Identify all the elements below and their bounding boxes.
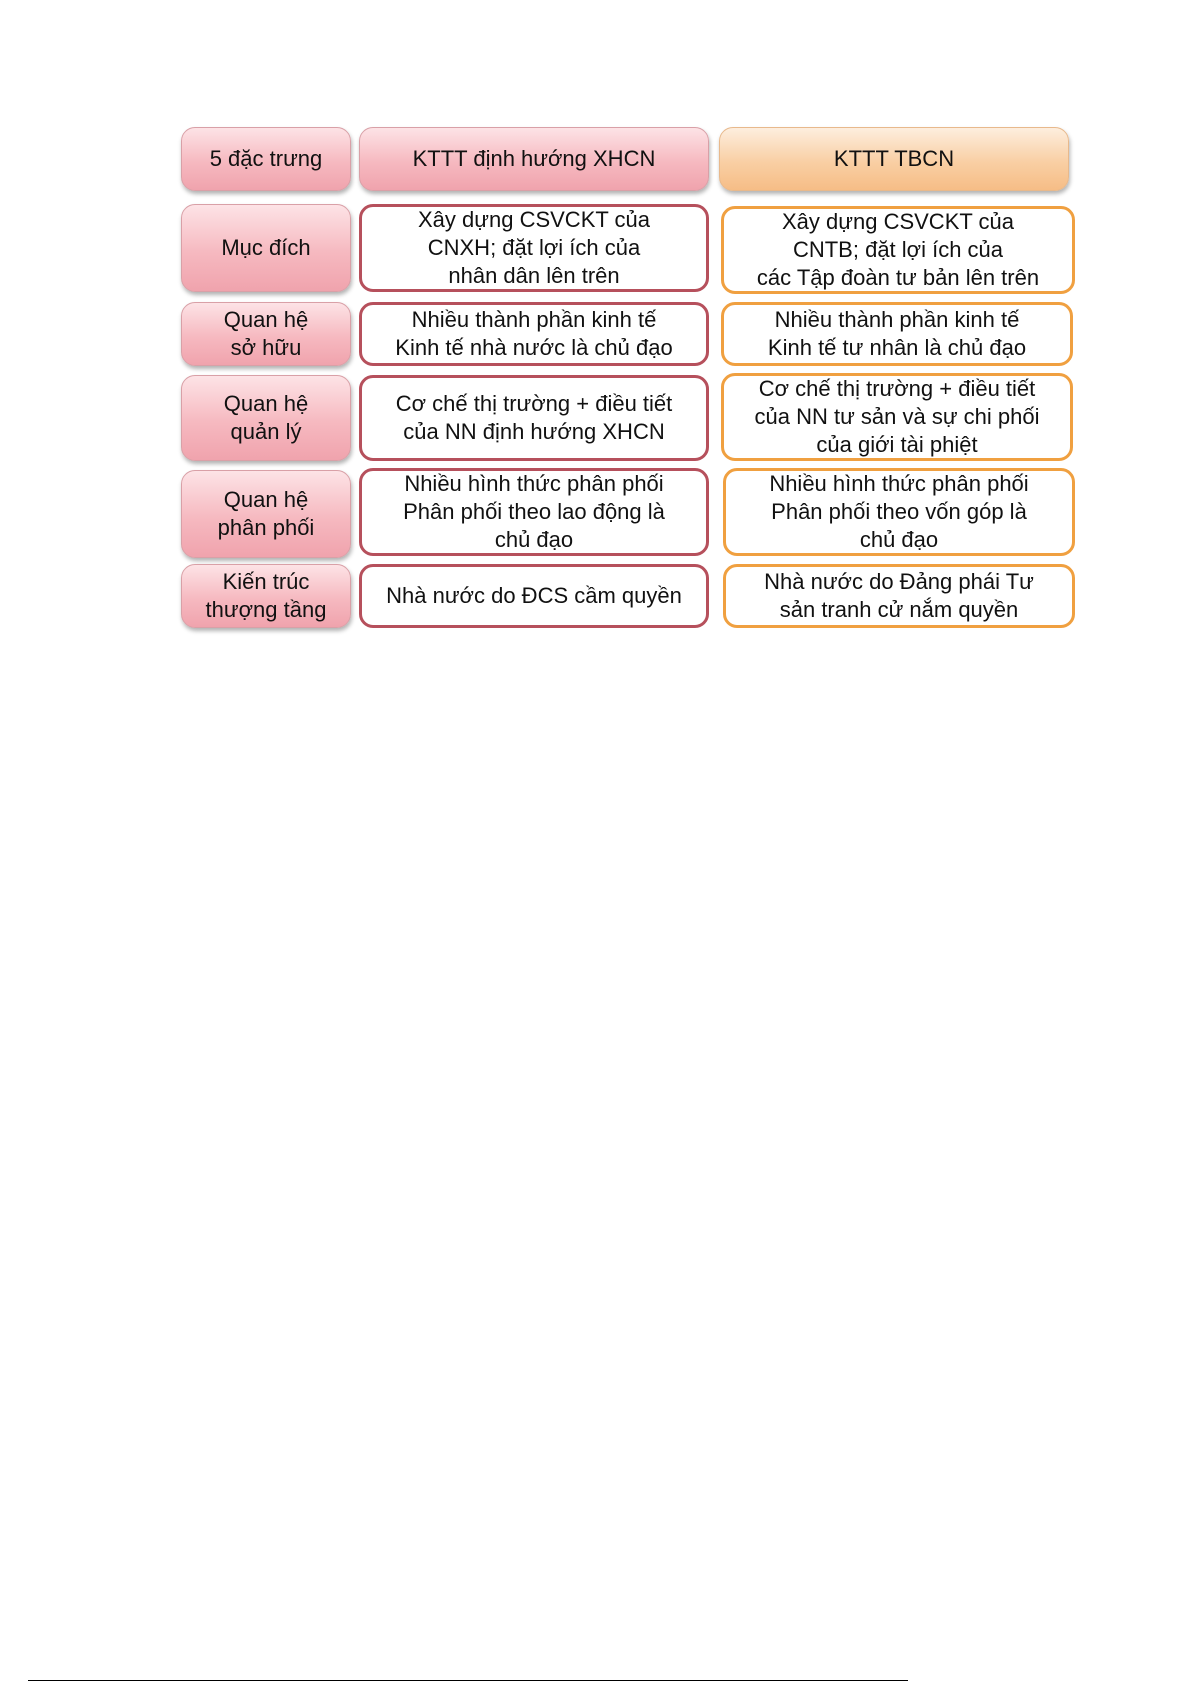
xhcn-cell-management <box>359 375 709 461</box>
row-label-text: Quan hệ quản lý <box>223 391 309 444</box>
xhcn-cell-superstructure <box>359 564 709 628</box>
cell-text: Cơ chế thị trường + điều tiết của NN tư sản và sự chi phối của giới tài phiệt <box>754 376 1040 457</box>
page-footer-divider <box>28 1680 908 1681</box>
tbcn-cell-distribution <box>723 468 1075 556</box>
header-xhcn <box>359 127 709 191</box>
row-label-distribution <box>181 470 351 558</box>
cell-text: Xây dựng CSVCKT của CNTB; đặt lợi ích của các Tập đoàn tư bản lên trên <box>756 209 1040 290</box>
row-label-text: Quan hệ sở hữu <box>223 307 309 360</box>
header-xhcn-label: KTTT định hướng XHCN <box>412 146 656 171</box>
tbcn-cell-superstructure <box>723 564 1075 628</box>
header-tbcn-label: KTTT TBCN <box>833 146 955 171</box>
cell-text: Xây dựng CSVCKT của CNXH; đặt lợi ích của nhân dân lên trên <box>418 207 650 288</box>
cell-text: Nhà nước do Đảng phái Tư sản tranh cử nắm quyền <box>764 569 1034 622</box>
cell-text: Cơ chế thị trường + điều tiết của NN định hướng XHCN <box>395 391 673 444</box>
row-label-management <box>181 375 351 461</box>
row-label-text: Quan hệ phân phối <box>217 487 315 540</box>
tbcn-cell-management <box>721 373 1073 461</box>
row-label-purpose <box>181 204 351 292</box>
row-label-superstructure <box>181 564 351 628</box>
xhcn-cell-ownership <box>359 302 709 366</box>
tbcn-cell-ownership <box>721 302 1073 366</box>
row-label-text: Mục đích <box>221 235 311 260</box>
header-criteria <box>181 127 351 191</box>
tbcn-cell-purpose <box>721 206 1075 294</box>
cell-text: Nhiều hình thức phân phối Phân phối theo lao động là chủ đạo <box>403 471 665 552</box>
header-criteria-label: 5 đặc trưng <box>209 146 323 171</box>
header-tbcn <box>719 127 1069 191</box>
row-label-ownership <box>181 302 351 366</box>
cell-text: Nhà nước do ĐCS cầm quyền <box>386 583 682 608</box>
xhcn-cell-distribution <box>359 468 709 556</box>
row-label-text: Kiến trúc thượng tầng <box>205 569 327 622</box>
cell-text: Nhiều thành phần kinh tế Kinh tế nhà nước là chủ đạo <box>395 307 673 360</box>
cell-text: Nhiều thành phần kinh tế Kinh tế tư nhân là chủ đạo <box>767 307 1027 360</box>
cell-text: Nhiều hình thức phân phối Phân phối theo vốn góp là chủ đạo <box>769 471 1029 552</box>
xhcn-cell-purpose <box>359 204 709 292</box>
